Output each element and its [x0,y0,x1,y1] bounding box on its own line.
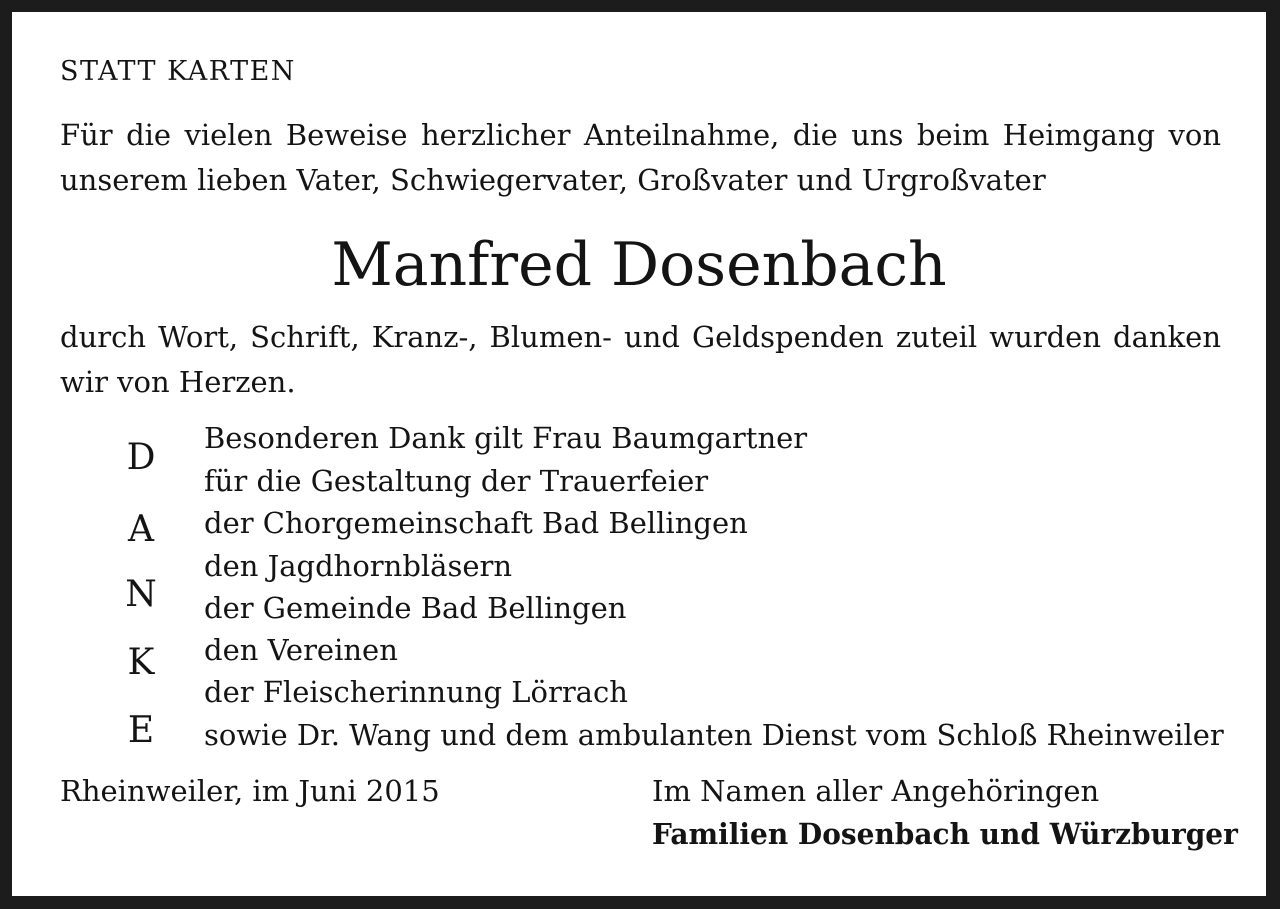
thanks-line: Besonderen Dank gilt Frau Baumgartner [204,421,808,455]
place-date: Rheinweiler, im Juni 2015 [60,774,440,808]
thanks-line: den Vereinen [204,633,398,667]
deceased-name: Manfred Dosenbach [331,230,947,300]
signature-name: Familien Dosenbach und Würzburger [652,817,1238,851]
thanks-line: der Chorgemeinschaft Bad Bellingen [204,506,748,540]
signature-line: Im Namen aller Angehöringen [652,774,1100,808]
thanks-line: der Fleischerinnung Lörrach [204,675,628,709]
thanks-line: für die Gestaltung der Trauerfeier [204,464,709,498]
acrostic-letter-e: E [127,710,155,751]
thanks-line: den Jagdhornbläsern [204,549,513,583]
thanks-line: sowie Dr. Wang und dem ambulanten Dienst vom Schloß Rheinweiler [204,718,1224,752]
thanks-paragraph: durch Wort, Schrift, Kranz-, Blumen- und Geldspenden zuteil wurden danken wir von Herzen. [60,320,1221,399]
intro-paragraph: Für die vielen Beweise herzlicher Anteilnahme, die uns beim Heimgang von unserem lieben Vater, Schwiegervater, Großvater und Urgroßvater [60,118,1221,197]
notice-label: STATT KARTEN [60,56,296,87]
acrostic-letter-n: N [125,574,157,615]
acrostic-letter-d: D [126,437,156,478]
acrostic-letter-a: A [128,509,154,550]
obituary-notice [12,12,1266,896]
thanks-line: der Gemeinde Bad Bellingen [204,591,627,625]
acrostic-letter-k: K [127,642,155,683]
